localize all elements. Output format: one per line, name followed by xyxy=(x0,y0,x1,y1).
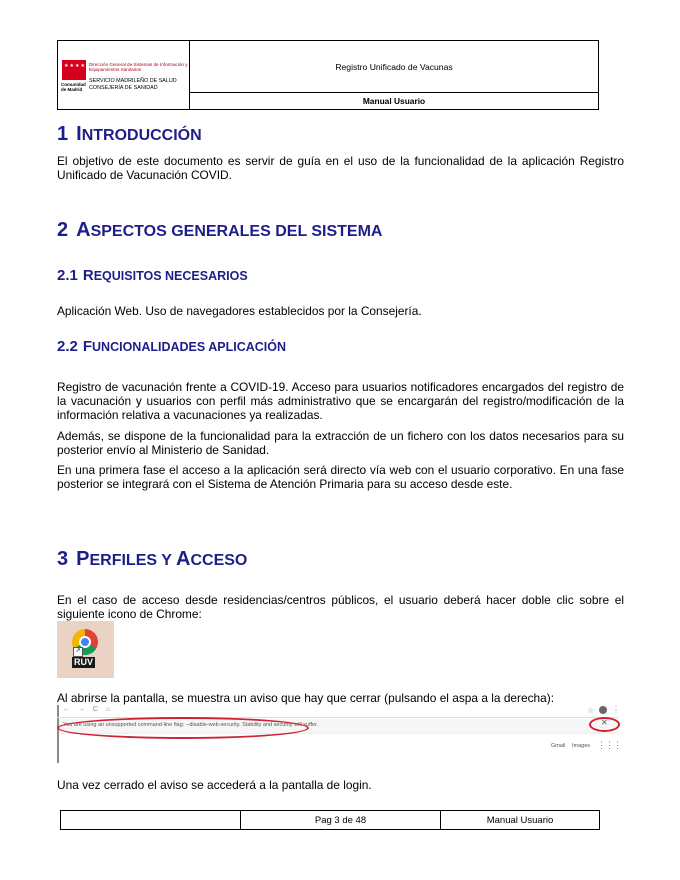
funcionalidades-paragraph-1: Registro de vacunación frente a COVID-19. Acceso para usuarios notificadores encargados del registro de la vacunación y usuarios con perfil más administrativo que se encargarán del registro/modificación de la información relativa a vacunaciones ya realizadas. xyxy=(57,380,624,422)
heading-funcionalidades xyxy=(57,338,286,355)
heading-introduccion xyxy=(57,123,202,146)
browser-toolbar xyxy=(57,705,619,718)
intro-paragraph: El objetivo de este documento es servir de guía en el uso de la funcionalidad de la aplicación Registro Unificado de Vacunación COVID. xyxy=(57,154,624,182)
heading-rest: UNCIONALIDADES APLICACIÓN xyxy=(92,340,287,354)
heading-number: 2.2 xyxy=(57,338,78,355)
document-header xyxy=(57,40,599,110)
heading-perfiles xyxy=(57,548,247,571)
apps-grid-icon[interactable]: ⋮⋮⋮ xyxy=(597,740,621,750)
heading-rest-2: CCESO xyxy=(190,552,248,569)
perfiles-paragraph-2: Al abrirse la pantalla, se muestra un aviso que hay que cerrar (pulsando el aspa a la derecha): xyxy=(57,691,555,705)
heading-rest: EQUISITOS NECESARIOS xyxy=(93,269,248,283)
heading-rest: SPECTOS GENERALES DEL SISTEMA xyxy=(90,223,383,240)
logo-service-name: SERVICIO MADRILEÑO DE SALUD xyxy=(89,78,177,84)
page-number: Pag 3 de 48 xyxy=(241,811,441,829)
madrid-flag-icon xyxy=(62,60,103,80)
images-link[interactable]: Images xyxy=(572,743,591,749)
shortcut-label: RUV xyxy=(74,657,94,667)
heading-first-2: A xyxy=(176,548,191,570)
heading-aspectos xyxy=(57,219,382,242)
highlight-oval-warning xyxy=(57,717,309,739)
logo xyxy=(58,41,190,109)
heading-number: 2.1 xyxy=(57,267,78,284)
heading-number: 2 xyxy=(57,219,69,241)
heading-first: I xyxy=(76,123,82,145)
header-title: Registro Unificado de Vacunas xyxy=(190,41,598,93)
warning-text: You are using an unsupported command-line flag: --disable-web-security. Stability and security will suffer. xyxy=(63,722,319,728)
heading-first: A xyxy=(76,219,91,241)
heading-number: 3 xyxy=(57,548,69,570)
perfiles-paragraph-1: En el caso de acceso desde residencias/centros públicos, el usuario deberá hacer doble clic sobre el siguiente icono de Chrome: xyxy=(57,593,624,621)
close-warning-icon[interactable]: ✕ xyxy=(601,718,608,727)
perfiles-paragraph-3: Una vez cerrado el aviso se accederá a la pantalla de login. xyxy=(57,778,372,792)
header-subtitle: Manual Usuario xyxy=(362,96,426,106)
heading-first: P xyxy=(76,548,90,570)
profile-avatar-icon[interactable] xyxy=(599,706,607,714)
bookmark-star-icon[interactable]: ☆ xyxy=(587,706,595,715)
browser-screenshot xyxy=(57,705,619,763)
heading-requisitos xyxy=(57,267,248,284)
heading-rest: ERFILES Y xyxy=(89,552,177,569)
requisitos-paragraph: Aplicación Web. Uso de navegadores establecidos por la Consejería. xyxy=(57,304,422,318)
heading-first: F xyxy=(82,338,93,355)
highlight-oval-close xyxy=(589,717,620,732)
ruv-desktop-shortcut[interactable] xyxy=(57,621,114,678)
logo-ministry: CONSEJERÍA DE SANIDAD xyxy=(89,84,158,91)
logo-service xyxy=(89,78,189,91)
gmail-link[interactable]: Gmail xyxy=(551,743,566,749)
funcionalidades-paragraph-2: Además, se dispone de la funcionalidad para la extracción de un fichero con los datos necesarios para su posterior envío al Ministerio de Sanidad. xyxy=(57,429,624,457)
document-footer xyxy=(60,810,600,830)
footer-left xyxy=(61,811,241,829)
funcionalidades-paragraph-3: En una primera fase el acceso a la aplicación será directo vía web con el usuario corporativo. En una fase posterior se integrará con el Sistema de Atención Primaria para su acceso desde este. xyxy=(57,463,624,491)
browser-menu-icon[interactable]: ⋮ xyxy=(612,705,620,714)
flag-stars: ★★★★★★★ xyxy=(64,63,103,69)
shortcut-arrow-icon: ↗ xyxy=(73,647,83,657)
footer-right: Manual Usuario xyxy=(486,814,554,826)
logo-direction: Dirección General de Sistemas de Información y Equipamientos Sanitarios xyxy=(89,62,188,73)
heading-rest: NTRODUCCIÓN xyxy=(81,127,202,144)
nav-buttons[interactable]: ← → C ⌂ xyxy=(63,706,114,713)
heading-number: 1 xyxy=(57,123,69,145)
heading-first: R xyxy=(82,267,94,284)
logo-community: Comunidad de Madrid xyxy=(61,82,86,92)
